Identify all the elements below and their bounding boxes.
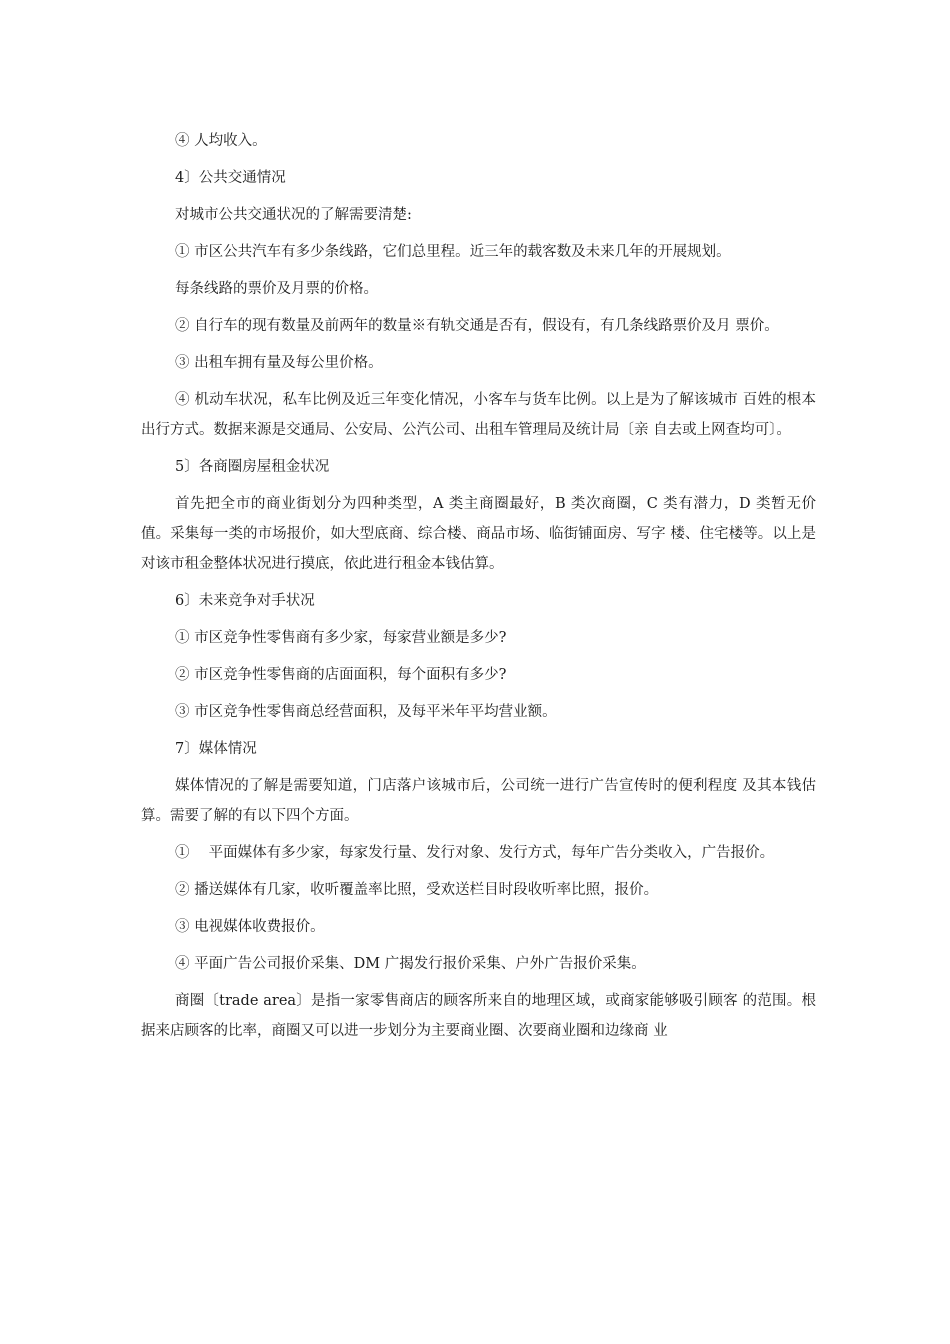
paragraph-ticket-prices: 每条线路的票价及月票的价格。 xyxy=(175,281,378,297)
paragraph-transport-intro: 对城市公共交通状况的了解需要清楚: xyxy=(175,207,412,223)
heading-media: 7〕媒体情况 xyxy=(175,741,257,757)
document-body xyxy=(141,126,816,1053)
heading-competitors: 6〕未来竞争对手状况 xyxy=(175,593,315,609)
heading-public-transport: 4〕公共交通情况 xyxy=(175,170,286,186)
heading-rent-status: 5〕各商圈房屋租金状况 xyxy=(175,459,330,475)
paragraph-competitor-total-area: ③ 市区竞争性零售商总经营面积，及每平米年平均营业额。 xyxy=(175,704,557,720)
paragraph-per-capita-income: ④ 人均收入。 xyxy=(175,133,267,149)
paragraph-motor-vehicles: ④ 机动车状况，私车比例及近三年变化情况，小客车与货车比例。以上是为了解该城市 百姓的根本出行方式。数据来源是交通局、公安局、公汽公司、出租车管理局及统计局〔亲 自去或上网查均可〕。 xyxy=(141,392,816,438)
paragraph-taxis: ③ 出租车拥有量及每公里价格。 xyxy=(175,355,383,371)
paragraph-tv-media: ③ 电视媒体收费报价。 xyxy=(175,919,325,935)
paragraph-print-media: ① 平面媒体有多少家，每家发行量、发行对象、发行方式，每年广告分类收入，广告报价。 xyxy=(175,845,775,861)
paragraph-media-intro: 媒体情况的了解是需要知道，门店落户该城市后，公司统一进行广告宣传时的便利程度 及其本钱估算。需要了解的有以下四个方面。 xyxy=(141,778,816,824)
paragraph-ad-quotes: ④ 平面广告公司报价采集、DM 广揭发行报价采集、户外广告报价采集。 xyxy=(175,956,646,972)
paragraph-street-types: 首先把全市的商业街划分为四种类型，A 类主商圈最好，B 类次商圈，C 类有潜力，D 类暂无价值。采集每一类的市场报价，如大型底商、综合楼、商品市场、临街铺面房、写字 楼、住宅楼等。以上是对该市租金整体状况进行摸底，依此进行租金本钱估算。 xyxy=(141,496,816,572)
paragraph-trade-area: 商圈〔trade area〕是指一家零售商店的顾客所来自的地理区域，或商家能够吸引顾客 的范围。根据来店顾客的比率，商圈又可以进一步划分为主要商业圈、次要商业圈和边缘商 业 xyxy=(141,993,816,1039)
paragraph-bicycles: ② 自行车的现有数量及前两年的数量※有轨交通是否有，假设有，有几条线路票价及月 票价。 xyxy=(175,318,779,334)
paragraph-broadcast-media: ② 播送媒体有几家，收听覆盖率比照，受欢送栏目时段收听率比照，报价。 xyxy=(175,882,659,898)
paragraph-competitor-count: ① 市区竞争性零售商有多少家，每家营业额是多少? xyxy=(175,630,507,646)
paragraph-competitor-area: ② 市区竞争性零售商的店面面积，每个面积有多少? xyxy=(175,667,507,683)
paragraph-bus-routes: ① 市区公共汽车有多少条线路，它们总里程。近三年的载客数及未来几年的开展规划。 xyxy=(175,244,731,260)
